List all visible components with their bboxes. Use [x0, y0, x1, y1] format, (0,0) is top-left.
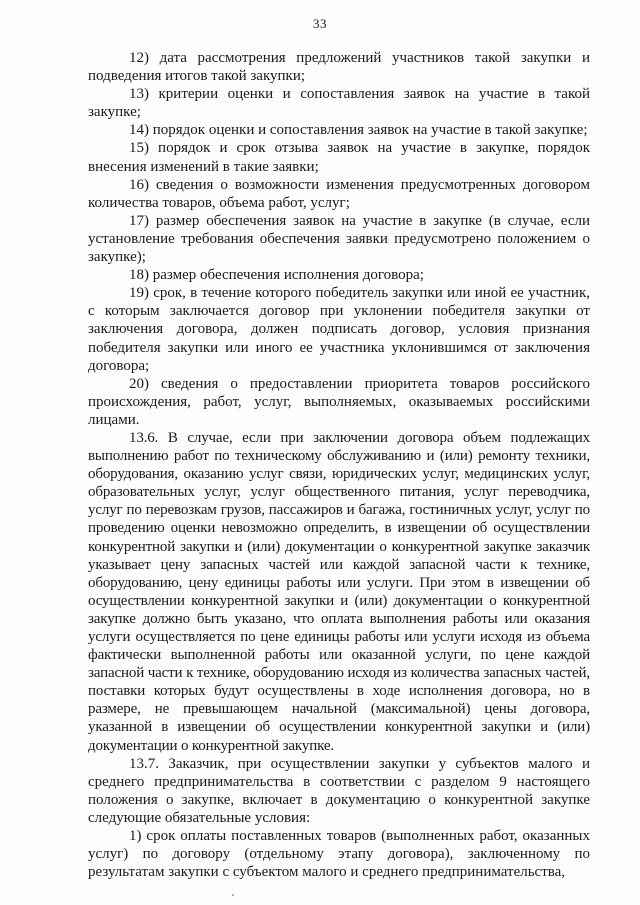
- list-item-19: 19) срок, в течение которого победитель закупки или иной ее участник, с которым заключается договор при уклонении победителя закупки от заключения договора, должен подписать договор, условия признания победителя закупки или иного ее участника уклонившимся от заключения договора;: [88, 285, 590, 374]
- list-item-13: 13) критерии оценки и сопоставления заявок на участие в такой закупке;: [88, 86, 590, 121]
- document-body: [88, 49, 590, 881]
- list-item-12: 12) дата рассмотрения предложений участников такой закупки и подведения итогов такой закупки;: [88, 50, 590, 85]
- list-item-18: 18) размер обеспечения исполнения договора;: [129, 267, 424, 284]
- list-item-20: 20) сведения о предоставлении приоритета товаров российского происхождения, работ, услуг, выполняемых, оказываемых российскими лицами.: [88, 375, 590, 428]
- list-item-15: 15) порядок и срок отзыва заявок на участие в закупке, порядок внесения изменений в такие заявки;: [88, 140, 590, 175]
- section-13-7: 13.7. Заказчик, при осуществлении закупки у субъектов малого и среднего предпринимательства в соответствии с разделом 9 настоящего положения о закупке, включает в документацию о конкурентной закупке следующие обязательные условия:: [88, 755, 590, 826]
- list-item-14: 14) порядок оценки и сопоставления заявок на участие в такой закупке;: [129, 122, 588, 139]
- condition-item-1: 1) срок оплаты поставленных товаров (выполненных работ, оказанных услуг) по договору (отдельному этапу договора), заключенному по результатам закупки с субъектом малого и среднего предпринимательства,: [88, 828, 590, 881]
- list-item-17: 17) размер обеспечения заявок на участие в закупке (в случае, если установление требования обеспечения заявки предусмотрено положением о закупке);: [88, 212, 590, 266]
- list-item-16: 16) сведения о возможности изменения предусмотренных договором количества товаров, объема работ, услуг;: [88, 176, 590, 211]
- section-13-6: 13.6. В случае, если при заключении договора объем подлежащих выполнению работ по техническому обслуживанию и (или) ремонту техники, оборудования, оказанию услуг связи, юридических услуг, медицинских услуг, образовательных услуг, услуг общественного питания, услуг переводчика, услуг по перевозкам грузов, пассажиров и багажа, гостиничных услуг, услуг по проведению оценки невозможно определить, в извещении об осуществлении конкурентной закупки и (или) документации о конкурентной закупке заказчик указывает цену запасных частей или каждой запасной части к технике, оборудованию, цену единицы работы или услуги. При этом в извещении об осуществлении конкурентной закупки и (или) документации о конкурентной закупке должно быть указано, что оплата выполнения работы или оказания услуги осуществляется по цене единицы работы или услуги исходя из объема фактически выполненной работы или оказанной услуги, по цене каждой запасной части к технике, оборудованию исходя из количества запасных частей, поставки которых будут осуществлены в ходе исполнения договора, но в размере, не превышающем начальной (максимальной) цены договора, указанной в извещении об осуществлении конкурентной закупки и (или) документации о конкурентной закупке.: [88, 429, 590, 754]
- page-number: 33: [313, 16, 327, 31]
- scan-speck: [232, 894, 234, 896]
